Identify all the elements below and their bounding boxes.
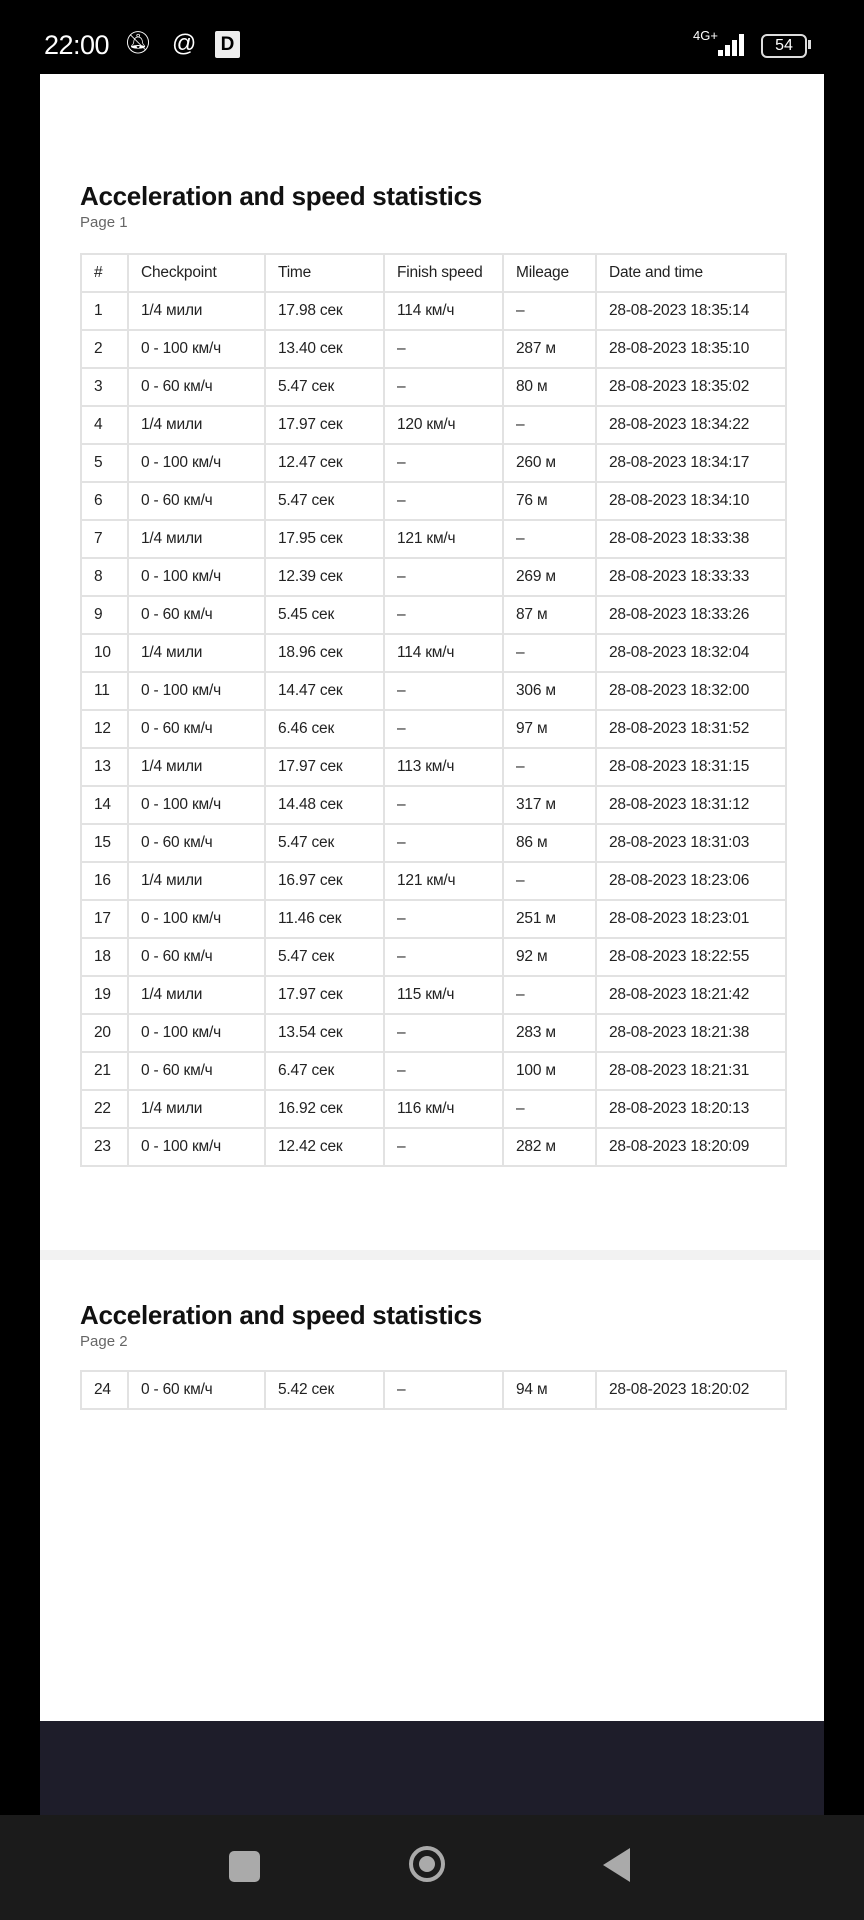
cell-date-time: 28-08-2023 18:31:03 [596,824,786,862]
cell-row-number: 11 [81,672,128,710]
table-row [81,330,786,368]
cell-time: 17.97 сек [265,976,384,1014]
cell-row-number: 24 [81,1371,128,1409]
cell-date-time: 28-08-2023 18:21:38 [596,1014,786,1052]
cell-finish-speed: – [384,672,503,710]
cell-mileage: – [503,520,596,558]
cell-finish-speed: – [384,1128,503,1166]
cell-date-time: 28-08-2023 18:20:02 [596,1371,786,1409]
table-row [81,368,786,406]
cell-date-time: 28-08-2023 18:33:26 [596,596,786,634]
cell-date-time: 28-08-2023 18:31:15 [596,748,786,786]
table-row [81,748,786,786]
cell-checkpoint: 0 - 60 км/ч [128,1371,265,1409]
cell-time: 5.42 сек [265,1371,384,1409]
cell-row-number: 19 [81,976,128,1014]
cell-date-time: 28-08-2023 18:32:04 [596,634,786,672]
status-bar [0,0,864,74]
cell-finish-speed: 116 км/ч [384,1090,503,1128]
back-button[interactable] [603,1848,630,1882]
cell-row-number: 21 [81,1052,128,1090]
cell-checkpoint: 1/4 мили [128,520,265,558]
cell-time: 17.97 сек [265,748,384,786]
cell-checkpoint: 0 - 100 км/ч [128,1128,265,1166]
table-row [81,976,786,1014]
cell-mileage: – [503,292,596,330]
cell-time: 5.47 сек [265,824,384,862]
cell-row-number: 17 [81,900,128,938]
cell-date-time: 28-08-2023 18:23:01 [596,900,786,938]
navigation-bar [0,1815,864,1920]
table-row [81,710,786,748]
clock: 22:00 [44,30,110,60]
cell-mileage: 97 м [503,710,596,748]
cell-row-number: 8 [81,558,128,596]
cell-finish-speed: – [384,1371,503,1409]
cell-date-time: 28-08-2023 18:34:22 [596,406,786,444]
cell-checkpoint: 1/4 мили [128,748,265,786]
network-type: 4G+ [693,28,718,43]
table-row [81,900,786,938]
cell-date-time: 28-08-2023 18:22:55 [596,938,786,976]
cell-checkpoint: 0 - 100 км/ч [128,672,265,710]
cell-row-number: 5 [81,444,128,482]
cell-checkpoint: 1/4 мили [128,406,265,444]
cell-mileage: 76 м [503,482,596,520]
viewer-footer [40,1721,824,1815]
cell-finish-speed: – [384,444,503,482]
cell-finish-speed: – [384,368,503,406]
cell-date-time: 28-08-2023 18:21:42 [596,976,786,1014]
page-number: Page 2 [80,1333,128,1350]
cell-date-time: 28-08-2023 18:31:12 [596,786,786,824]
column-header-mileage: Mileage [503,254,596,292]
cell-checkpoint: 0 - 100 км/ч [128,558,265,596]
app-notification-icon: D [215,31,240,58]
cell-date-time: 28-08-2023 18:33:38 [596,520,786,558]
cell-row-number: 12 [81,710,128,748]
cell-finish-speed: – [384,558,503,596]
page-title: Acceleration and speed statistics [80,181,482,211]
cell-finish-speed: – [384,710,503,748]
table-row [81,520,786,558]
cell-row-number: 14 [81,786,128,824]
cell-row-number: 22 [81,1090,128,1128]
table-row [81,292,786,330]
cell-time: 17.98 сек [265,292,384,330]
cell-mileage: – [503,1090,596,1128]
cell-row-number: 10 [81,634,128,672]
cell-time: 14.47 сек [265,672,384,710]
statistics-table [80,1370,787,1410]
cell-checkpoint: 0 - 60 км/ч [128,596,265,634]
cell-time: 5.47 сек [265,368,384,406]
table-row [81,1014,786,1052]
cell-checkpoint: 0 - 60 км/ч [128,938,265,976]
cell-row-number: 16 [81,862,128,900]
cell-finish-speed: – [384,596,503,634]
cell-time: 16.92 сек [265,1090,384,1128]
cell-row-number: 15 [81,824,128,862]
table-row [81,406,786,444]
cell-checkpoint: 0 - 100 км/ч [128,330,265,368]
cell-row-number: 6 [81,482,128,520]
cell-row-number: 1 [81,292,128,330]
page-title: Acceleration and speed statistics [80,1300,482,1330]
cell-checkpoint: 0 - 100 км/ч [128,1014,265,1052]
cell-finish-speed: 114 км/ч [384,634,503,672]
cell-row-number: 23 [81,1128,128,1166]
column-header-date-time: Date and time [596,254,786,292]
cell-time: 5.47 сек [265,938,384,976]
cell-mileage: 260 м [503,444,596,482]
statistics-table [80,253,787,1167]
table-row [81,1128,786,1166]
page-number: Page 1 [80,214,128,231]
cell-date-time: 28-08-2023 18:20:13 [596,1090,786,1128]
cell-mileage: – [503,976,596,1014]
table-header-row [81,254,786,292]
cell-checkpoint: 1/4 мили [128,634,265,672]
cell-time: 13.54 сек [265,1014,384,1052]
column-header-time: Time [265,254,384,292]
cell-date-time: 28-08-2023 18:33:33 [596,558,786,596]
page-separator [40,1250,824,1260]
cell-date-time: 28-08-2023 18:32:00 [596,672,786,710]
table-row [81,824,786,862]
cell-mileage: 94 м [503,1371,596,1409]
cell-finish-speed: – [384,824,503,862]
cell-mileage: 282 м [503,1128,596,1166]
cell-mileage: 317 м [503,786,596,824]
cell-date-time: 28-08-2023 18:35:10 [596,330,786,368]
cell-date-time: 28-08-2023 18:23:06 [596,862,786,900]
page-1 [80,181,785,1167]
cell-time: 12.39 сек [265,558,384,596]
cell-row-number: 13 [81,748,128,786]
table-row [81,938,786,976]
cell-checkpoint: 0 - 60 км/ч [128,368,265,406]
cell-time: 13.40 сек [265,330,384,368]
cell-checkpoint: 0 - 60 км/ч [128,710,265,748]
recents-button[interactable] [229,1851,260,1882]
cell-date-time: 28-08-2023 18:34:17 [596,444,786,482]
cell-finish-speed: – [384,1014,503,1052]
cell-mileage: 87 м [503,596,596,634]
cell-finish-speed: 121 км/ч [384,862,503,900]
table-row [81,596,786,634]
cell-finish-speed: – [384,938,503,976]
cell-finish-speed: – [384,900,503,938]
cell-mileage: – [503,406,596,444]
cell-mileage: 251 м [503,900,596,938]
cell-mileage: 269 м [503,558,596,596]
cell-row-number: 3 [81,368,128,406]
at-icon: @ [172,30,197,57]
cell-date-time: 28-08-2023 18:34:10 [596,482,786,520]
cell-time: 12.47 сек [265,444,384,482]
cell-time: 12.42 сек [265,1128,384,1166]
cell-date-time: 28-08-2023 18:31:52 [596,710,786,748]
column-header-row-number: # [81,254,128,292]
cell-checkpoint: 1/4 мили [128,292,265,330]
cell-time: 14.48 сек [265,786,384,824]
cell-checkpoint: 0 - 100 км/ч [128,444,265,482]
cell-finish-speed: 115 км/ч [384,976,503,1014]
cell-time: 16.97 сек [265,862,384,900]
cell-mileage: – [503,748,596,786]
table-row [81,786,786,824]
cell-mileage: 287 м [503,330,596,368]
table-row [81,558,786,596]
cell-mileage: 100 м [503,1052,596,1090]
cell-row-number: 7 [81,520,128,558]
cell-mileage: – [503,862,596,900]
cell-time: 6.47 сек [265,1052,384,1090]
cell-time: 17.97 сек [265,406,384,444]
cell-checkpoint: 1/4 мили [128,862,265,900]
cell-row-number: 2 [81,330,128,368]
cell-date-time: 28-08-2023 18:21:31 [596,1052,786,1090]
cell-row-number: 9 [81,596,128,634]
cell-date-time: 28-08-2023 18:20:09 [596,1128,786,1166]
cell-finish-speed: – [384,786,503,824]
cell-checkpoint: 0 - 60 км/ч [128,1052,265,1090]
cell-mileage: 80 м [503,368,596,406]
cell-finish-speed: 114 км/ч [384,292,503,330]
cell-checkpoint: 0 - 100 км/ч [128,900,265,938]
cell-checkpoint: 1/4 мили [128,976,265,1014]
cell-mileage: 283 м [503,1014,596,1052]
document-viewer[interactable] [40,74,824,1815]
cell-finish-speed: – [384,330,503,368]
cell-checkpoint: 0 - 100 км/ч [128,786,265,824]
cell-time: 11.46 сек [265,900,384,938]
cell-finish-speed: – [384,482,503,520]
table-row [81,862,786,900]
signal-icon [712,34,748,56]
mute-bell-icon: 🔕︎ [124,30,152,55]
cell-checkpoint: 0 - 60 км/ч [128,482,265,520]
cell-date-time: 28-08-2023 18:35:14 [596,292,786,330]
table-row [81,1090,786,1128]
page-2 [80,1300,785,1410]
cell-row-number: 20 [81,1014,128,1052]
battery-tip [808,40,811,49]
cell-finish-speed: 120 км/ч [384,406,503,444]
cell-time: 5.45 сек [265,596,384,634]
cell-mileage: 86 м [503,824,596,862]
cell-mileage: 306 м [503,672,596,710]
cell-row-number: 4 [81,406,128,444]
cell-mileage: 92 м [503,938,596,976]
table-row [81,444,786,482]
column-header-finish-speed: Finish speed [384,254,503,292]
cell-finish-speed: 113 км/ч [384,748,503,786]
table-row [81,482,786,520]
cell-row-number: 18 [81,938,128,976]
home-button[interactable] [409,1846,445,1882]
cell-time: 18.96 сек [265,634,384,672]
cell-checkpoint: 1/4 мили [128,1090,265,1128]
cell-time: 17.95 сек [265,520,384,558]
table-row [81,1371,786,1409]
cell-date-time: 28-08-2023 18:35:02 [596,368,786,406]
column-header-checkpoint: Checkpoint [128,254,265,292]
battery-icon: 54 [761,34,807,58]
table-row [81,1052,786,1090]
cell-finish-speed: 121 км/ч [384,520,503,558]
cell-checkpoint: 0 - 60 км/ч [128,824,265,862]
table-row [81,634,786,672]
cell-time: 6.46 сек [265,710,384,748]
cell-mileage: – [503,634,596,672]
cell-finish-speed: – [384,1052,503,1090]
cell-time: 5.47 сек [265,482,384,520]
table-row [81,672,786,710]
